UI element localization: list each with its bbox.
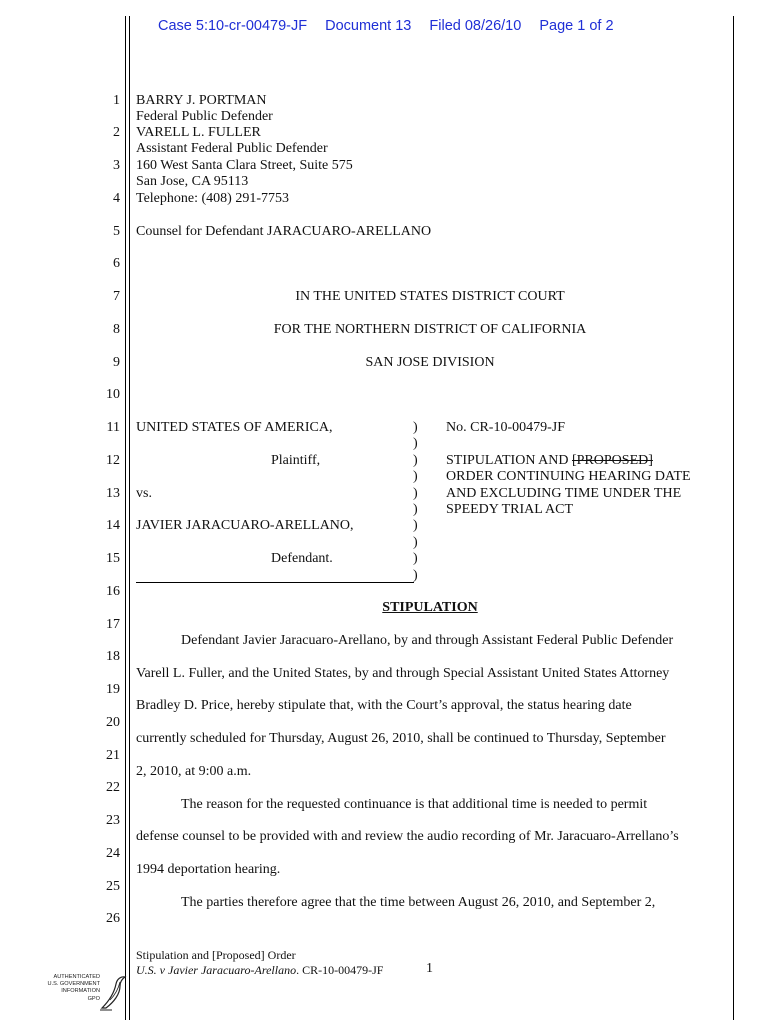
footer-case-name: U.S. v Javier Jaracuaro-Arellano [136,963,297,977]
line-number: 7 [113,289,120,304]
plaintiff-label: Plaintiff, [271,453,321,468]
footer-case [136,963,383,978]
caption-paren: ) [413,518,418,533]
line-number: 18 [106,649,120,664]
court-district: FOR THE NORTHERN DISTRICT OF CALIFORNIA [273,322,587,337]
line-number: 9 [113,355,120,370]
plaintiff-name: UNITED STATES OF AMERICA, [136,420,333,435]
court-name: IN THE UNITED STATES DISTRICT COURT [295,289,565,304]
ecf-header [158,18,628,34]
line-number: 10 [106,387,120,402]
caption-paren: ) [413,551,418,566]
counsel-line: BARRY J. PORTMAN [136,93,267,108]
footer-case-number: . CR-10-00479-JF [296,963,384,977]
line-number: 26 [106,911,120,926]
line-number: 11 [106,420,120,435]
body-line: The reason for the requested continuance is that additional time is needed to permit [181,797,648,812]
body-line: 2, 2010, at 9:00 a.m. [136,764,252,779]
line-number: 12 [106,453,120,468]
stipulation-heading: STIPULATION [382,600,478,615]
defendant-name: JAVIER JARACUARO-ARELLANO, [136,518,354,533]
body-line: Defendant Javier Jaracuaro-Arellano, by and through Assistant Federal Public Defender [181,633,674,648]
caption-paren: ) [413,453,418,468]
line-number: 5 [113,224,120,239]
caption-underline [136,582,414,583]
counsel-line: Federal Public Defender [136,109,273,124]
document-title-line: SPEEDY TRIAL ACT [446,502,574,517]
line-number: 21 [106,748,120,763]
title-prefix: STIPULATION AND [446,453,572,468]
document-title-line [446,453,653,469]
line-number: 2 [113,125,120,140]
gpo-authentication-seal [38,972,130,1016]
struck-proposed: [PROPOSED] [572,453,653,468]
body-line: defense counsel to be provided with and review the audio recording of Mr. Jaracuaro-Arrellano’s [136,829,679,844]
line-number: 17 [106,617,120,632]
caption-paren: ) [413,469,418,484]
left-margin-rule-outer [125,16,126,1020]
line-number: 23 [106,813,120,828]
counsel-line: Telephone: (408) 291-7753 [136,191,289,206]
defendant-label: Defendant. [271,551,333,566]
caption-paren: ) [413,568,418,583]
document-title-line: ORDER CONTINUING HEARING DATE [446,469,691,484]
line-number: 13 [106,486,120,501]
caption-paren: ) [413,502,418,517]
caption-paren: ) [413,486,418,501]
line-number: 25 [106,879,120,894]
body-line: currently scheduled for Thursday, August 26, 2010, shall be continued to Thursday, September [136,731,666,746]
seal-text: GPO [87,996,100,1002]
caption-paren: ) [413,420,418,435]
body-line: Varell L. Fuller, and the United States, by and through Special Assistant United States Attorney [136,666,670,681]
caption-paren: ) [413,535,418,550]
line-number: 20 [106,715,120,730]
page-indicator: Page 1 of 2 [539,18,614,34]
left-margin-rule-inner [129,16,130,1020]
counsel-line: Assistant Federal Public Defender [136,141,328,156]
line-number: 14 [106,518,120,533]
line-number: 6 [113,256,120,271]
body-line: The parties therefore agree that the time between August 26, 2010, and September 2, [181,895,656,910]
counsel-line: San Jose, CA 95113 [136,174,249,189]
line-number: 22 [106,780,120,795]
footer-title: Stipulation and [Proposed] Order [136,948,296,962]
line-number: 1 [113,93,120,108]
document-title-line: AND EXCLUDING TIME UNDER THE [446,486,682,501]
case-number-caption: No. CR-10-00479-JF [446,420,566,435]
caption-paren: ) [413,436,418,451]
body-line: Bradley D. Price, hereby stipulate that, with the Court’s approval, the status hearing date [136,698,632,713]
line-number: 15 [106,551,120,566]
document-number: Document 13 [325,18,412,34]
case-number: Case 5:10-cr-00479-JF [158,18,308,34]
eagle-emblem-icon [98,972,128,1012]
seal-text: INFORMATION [61,988,100,994]
line-number: 3 [113,158,120,173]
seal-text: U.S. GOVERNMENT [47,981,100,987]
filed-date: Filed 08/26/10 [429,18,522,34]
line-number: 4 [113,191,120,206]
versus-label: vs. [136,486,152,501]
seal-text: AUTHENTICATED [53,974,100,980]
line-number: 19 [106,682,120,697]
counsel-line: 160 West Santa Clara Street, Suite 575 [136,158,353,173]
line-number: 8 [113,322,120,337]
counsel-line: VARELL L. FULLER [136,125,261,140]
page-number: 1 [426,961,433,976]
body-line: 1994 deportation hearing. [136,862,281,877]
counsel-for: Counsel for Defendant JARACUARO-ARELLANO [136,224,432,239]
right-margin-rule [733,16,734,1020]
line-number: 24 [106,846,120,861]
court-division: SAN JOSE DIVISION [365,355,495,370]
line-number: 16 [106,584,120,599]
